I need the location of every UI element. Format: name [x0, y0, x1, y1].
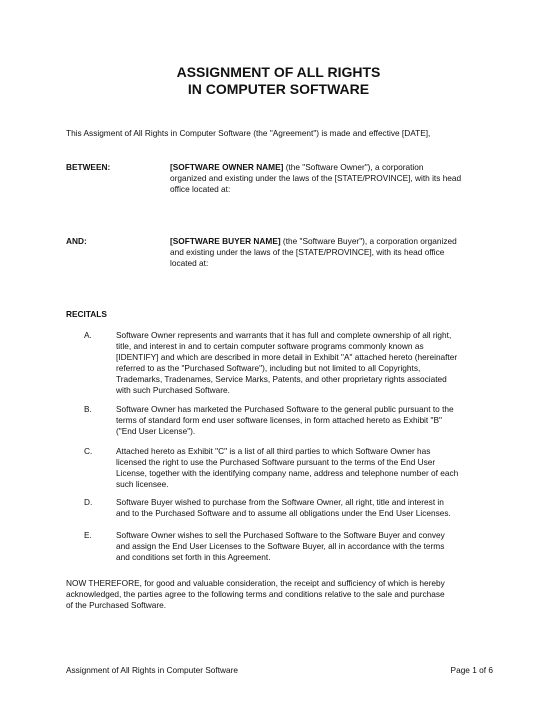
between-line-2: organized and existing under the laws of the [STATE/PROVINCE], with its head	[170, 173, 462, 183]
recital-b-line: ("End User License").	[116, 426, 196, 436]
software-owner-name: [SOFTWARE OWNER NAME]	[170, 162, 284, 172]
and-line-3: located at:	[170, 258, 209, 268]
recital-b	[116, 404, 496, 437]
between-label: BETWEEN:	[66, 162, 111, 172]
recital-a-line: with such Purchased Software.	[116, 385, 230, 395]
recital-letter-a: A.	[84, 330, 92, 340]
and-line-1-rest: (the "Software Buyer"), a corporation organized	[280, 236, 457, 246]
recital-e	[116, 530, 496, 563]
title-line-2: IN COMPUTER SOFTWARE	[187, 81, 370, 97]
recital-e-line: and conditions set forth in this Agreement.	[116, 552, 271, 562]
title-line-1: ASSIGNMENT OF ALL RIGHTS	[176, 64, 381, 80]
recital-c-line: License, together with the identifying company name, address and telephone number of each	[116, 468, 459, 478]
between-line-1	[170, 162, 500, 173]
recital-e-line: and assign the End User Licenses to the Software Buyer, all in accordance with the terms	[116, 541, 445, 551]
and-line-2: and existing under the laws of the [STATE/PROVINCE], with its head office	[170, 247, 445, 257]
closing-paragraph	[66, 578, 506, 611]
recital-d	[116, 497, 496, 519]
intro-paragraph: This Assigment of All Rights in Computer Software (the "Agreement") is made and effective [DATE],	[66, 128, 431, 138]
recital-a-line: Software Owner represents and warrants that it has full and complete ownership of all right,	[116, 330, 452, 340]
and-text	[170, 236, 500, 269]
recital-c	[116, 446, 496, 490]
recital-a-line: [IDENTIFY] and which are described in more detail in Exhibit "A" attached hereto (hereinafter	[116, 352, 458, 362]
software-buyer-name: [SOFTWARE BUYER NAME]	[170, 236, 281, 246]
recital-a	[116, 330, 496, 396]
recital-a-line: Trademarks, Tradenames, Service Marks, Patents, and other proprietary rights associated	[116, 374, 447, 384]
recital-d-line: and to the Purchased Software and to assume all obligations under the End User Licenses.	[116, 508, 451, 518]
recital-a-line: referred to as the "Purchased Software"), including but not limited to all Copyrights,	[116, 363, 421, 373]
recital-b-line: terms of standard form end user software licenses, in form attached hereto as Exhibit "B"	[116, 415, 442, 425]
recital-b-line: Software Owner has marketed the Purchased Software to the general public pursuant to the	[116, 404, 454, 414]
recital-e-line: Software Owner wishes to sell the Purchased Software to the Software Buyer and convey	[116, 530, 445, 540]
footer-document-name: Assignment of All Rights in Computer Software	[66, 665, 239, 675]
footer-page-number: Page 1 of 6	[450, 665, 493, 675]
recital-letter-d: D.	[84, 497, 93, 507]
closing-line: of the Purchased Software.	[66, 600, 167, 610]
recital-c-line: such licensee.	[116, 479, 169, 489]
closing-line: NOW THEREFORE, for good and valuable consideration, the receipt and sufficiency of which is hereby	[66, 578, 445, 588]
closing-line: acknowledged, the parties agree to the following terms and conditions relative to the sale and purchase	[66, 589, 445, 599]
between-text	[170, 162, 500, 195]
between-line-1-rest: (the "Software Owner"), a corporation	[283, 162, 424, 172]
recital-letter-c: C.	[84, 446, 93, 456]
and-line-1	[170, 236, 500, 247]
recital-letter-e: E.	[84, 530, 92, 540]
recital-d-line: Software Buyer wished to purchase from the Software Owner, all right, title and interest in	[116, 497, 444, 507]
between-line-3: office located at:	[170, 184, 231, 194]
recital-letter-b: B.	[84, 404, 92, 414]
recital-c-line: Attached hereto as Exhibit "C" is a list of all third parties to which Software Owner has	[116, 446, 431, 456]
document-title	[0, 64, 557, 98]
recitals-heading: RECITALS	[66, 309, 107, 319]
and-label: AND:	[66, 236, 87, 246]
recital-a-line: title, and interest in and to certain computer software programs commonly known as	[116, 341, 424, 351]
recital-c-line: licensed the right to use the Purchased Software pursuant to the terms of the End User	[116, 457, 436, 467]
